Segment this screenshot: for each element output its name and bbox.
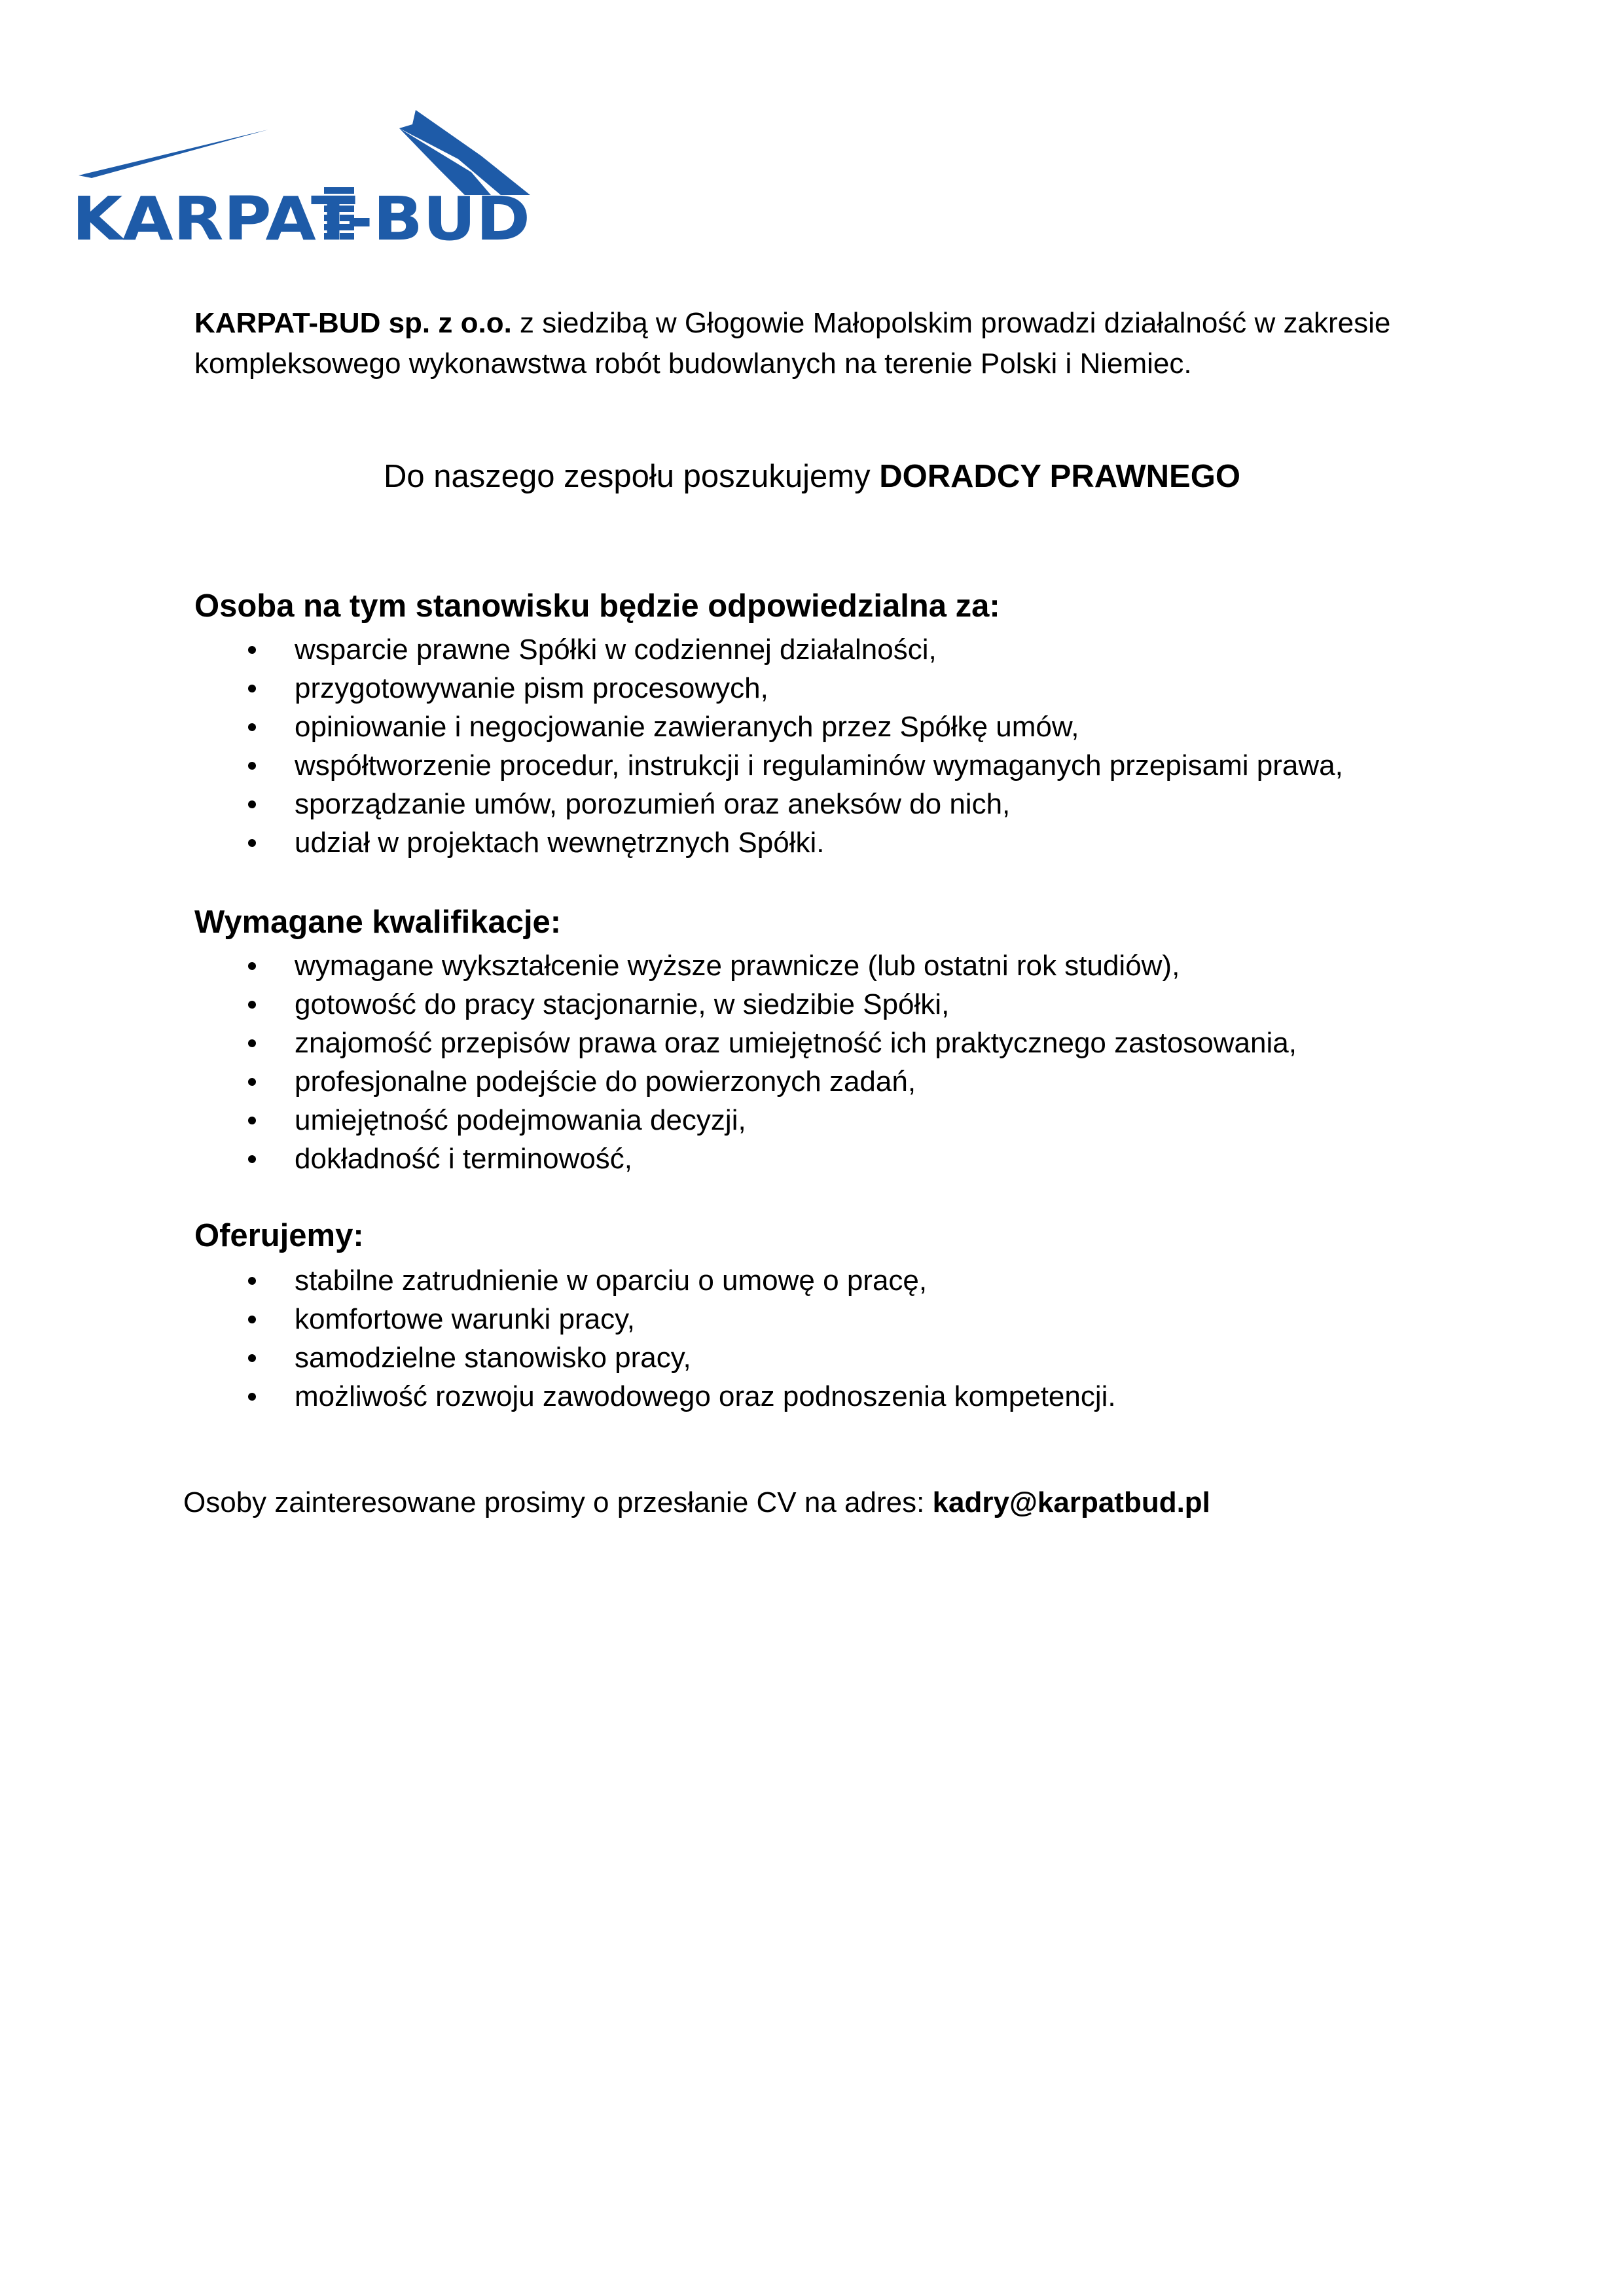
requirements-heading: Wymagane kwalifikacje: [194, 905, 562, 940]
intro-line-1 [194, 303, 1438, 344]
list-item [194, 785, 1471, 823]
list-item [194, 1338, 1471, 1377]
list-item [194, 1101, 1471, 1139]
bullet-icon [248, 823, 261, 862]
bullet-icon [248, 708, 261, 746]
logo-text: KARPAT-BUD [72, 184, 530, 247]
list-item-text: wymagane wykształcenie wyższe prawnicze (lub ostatni rok studiów), [295, 950, 1180, 982]
contact-text: Osoby zainteresowane prosimy o przesłanie CV na adres: [183, 1486, 933, 1518]
offer-section [194, 1217, 1471, 1416]
list-item [194, 1377, 1471, 1416]
responsibilities-section [194, 588, 1471, 862]
headline-prefix: Do naszego zespołu poszukujemy [384, 459, 880, 494]
job-headline [0, 457, 1624, 496]
offer-heading: Oferujemy: [194, 1218, 364, 1253]
list-item [194, 1139, 1471, 1178]
list-item [194, 985, 1471, 1024]
bullet-icon [248, 946, 261, 985]
bullet-icon [248, 669, 261, 708]
intro-line-2: kompleksowego wykonawstwa robót budowlanych na terenie Polski i Niemiec. [194, 348, 1192, 380]
contact-email[interactable]: kadry@karpatbud.pl [932, 1486, 1210, 1518]
list-item-text: komfortowe warunki pracy, [295, 1303, 636, 1335]
bullet-icon [248, 1062, 261, 1101]
intro-line-1-rest: z siedzibą w Głogowie Małopolskim prowadzi działalność w zakresie [511, 307, 1391, 339]
list-item-text: udział w projektach wewnętrznych Spółki. [295, 827, 825, 859]
bullet-icon [248, 1139, 261, 1178]
list-item-text: umiejętność podejmowania decyzji, [295, 1104, 746, 1136]
list-item [194, 1062, 1471, 1101]
requirements-section [194, 904, 1471, 1178]
list-item [194, 708, 1471, 746]
list-item-text: profesjonalne podejście do powierzonych zadań, [295, 1066, 916, 1098]
list-item [194, 1261, 1471, 1300]
company-name: KARPAT-BUD sp. z o.o. [194, 307, 512, 339]
responsibilities-list [194, 630, 1471, 862]
company-intro [194, 303, 1438, 384]
list-item-text: znajomość przepisów prawa oraz umiejętność ich praktycznego zastosowania, [295, 1027, 1297, 1059]
contact-line [183, 1483, 1210, 1522]
list-item-text: wsparcie prawne Spółki w codziennej działalności, [295, 634, 937, 666]
bullet-icon [248, 785, 261, 823]
list-item-text: sporządzanie umów, porozumień oraz aneksów do nich, [295, 788, 1011, 820]
list-item-text: przygotowywanie pism procesowych, [295, 672, 768, 704]
bullet-icon [248, 1300, 261, 1338]
list-item [194, 746, 1471, 785]
bullet-icon [248, 1261, 261, 1300]
list-item-text: współtworzenie procedur, instrukcji i regulaminów wymaganych przepisami prawa, [295, 749, 1343, 781]
list-item [194, 630, 1471, 669]
bullet-icon [248, 746, 261, 785]
list-item-text: samodzielne stanowisko pracy, [295, 1342, 691, 1374]
list-item [194, 1024, 1471, 1062]
bullet-icon [248, 1377, 261, 1416]
list-item-text: możliwość rozwoju zawodowego oraz podnoszenia kompetencji. [295, 1380, 1116, 1412]
list-item [194, 946, 1471, 985]
list-item [194, 1300, 1471, 1338]
company-logo [72, 110, 530, 247]
bullet-icon [248, 1024, 261, 1062]
responsibilities-heading: Osoba na tym stanowisku będzie odpowiedzialna za: [194, 588, 1000, 624]
bullet-icon [248, 985, 261, 1024]
bullet-icon [248, 1338, 261, 1377]
bullet-icon [248, 1101, 261, 1139]
list-item-text: gotowość do pracy stacjonarnie, w siedzibie Spółki, [295, 988, 950, 1020]
list-item [194, 823, 1471, 862]
requirements-list [194, 946, 1471, 1178]
offer-list [194, 1261, 1471, 1416]
list-item-text: dokładność i terminowość, [295, 1143, 633, 1175]
list-item-text: stabilne zatrudnienie w oparciu o umowę o pracę, [295, 1265, 928, 1297]
list-item [194, 669, 1471, 708]
position-title: DORADCY PRAWNEGO [879, 459, 1240, 494]
karpat-bud-logo-graphic [72, 110, 530, 247]
list-item-text: opiniowanie i negocjowanie zawieranych przez Spółkę umów, [295, 711, 1079, 743]
bullet-icon [248, 630, 261, 669]
